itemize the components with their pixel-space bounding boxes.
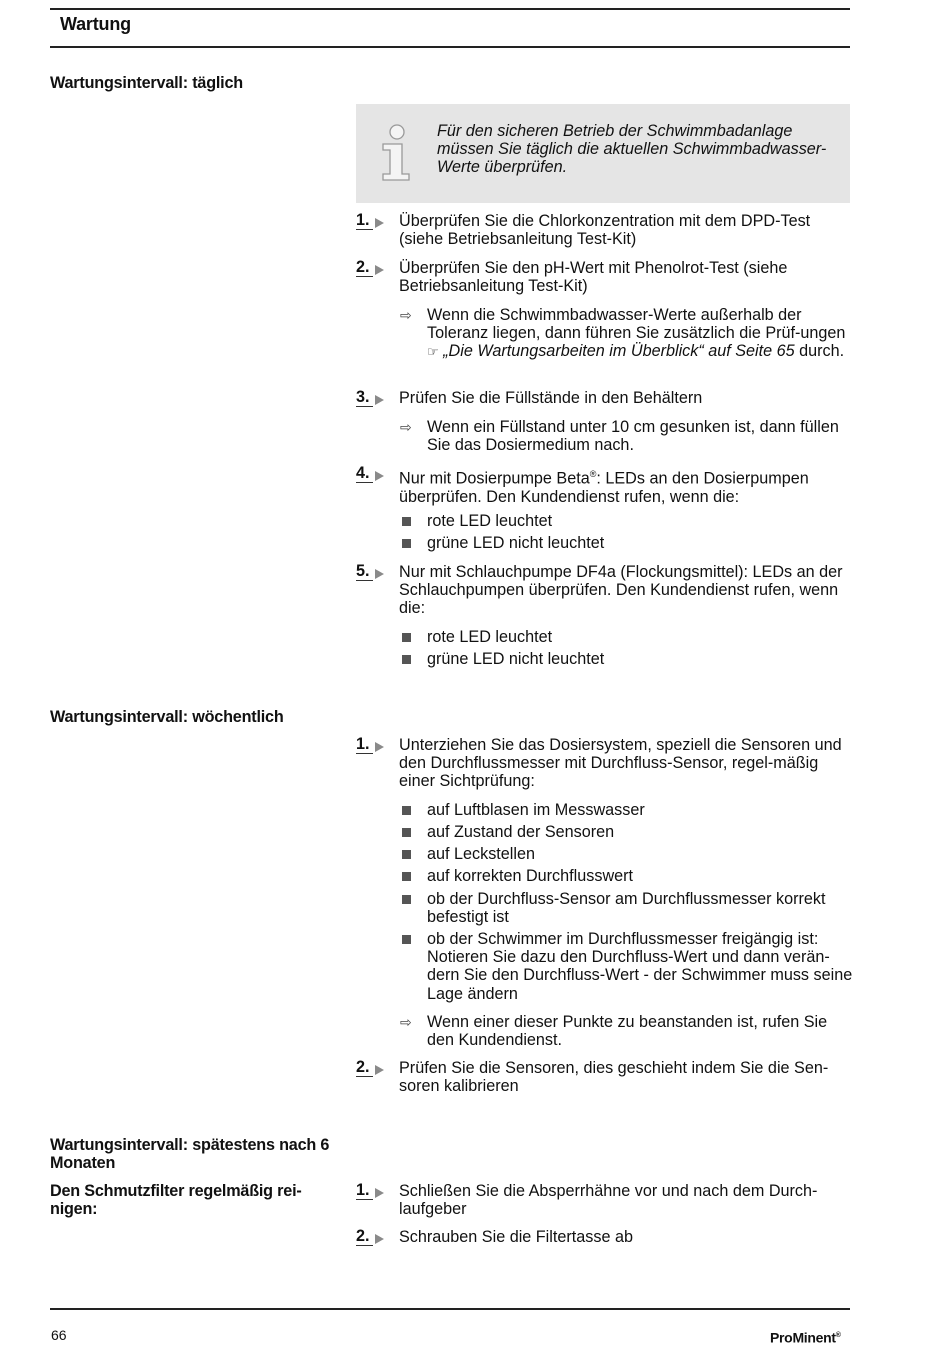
- daily-result-3: [400, 418, 855, 454]
- chapter-title: Wartung: [60, 14, 131, 34]
- info-box: [356, 104, 850, 203]
- step-number: 5.: [356, 563, 373, 581]
- step-text: Schließen Sie die Absperrhähne vor und nach dem Durch-laufgeber: [399, 1182, 818, 1219]
- list-item: [400, 823, 855, 841]
- list-item-text: auf korrekten Durchflusswert: [427, 867, 634, 885]
- step-text: [399, 465, 851, 506]
- result-text: Wenn ein Füllstand unter 10 cm gesunken ist, dann füllen Sie das Dosiermedium nach.: [427, 418, 839, 455]
- list-item: [400, 628, 855, 646]
- weekly-step-2: [356, 1059, 856, 1095]
- weekly-step-1: [356, 736, 856, 791]
- bullet-icon: [402, 539, 411, 548]
- heading-six-months: Wartungsintervall: spätestens nach 6 Monaten: [50, 1136, 330, 1173]
- step-arrow-icon: [375, 265, 384, 275]
- bullet-icon: [402, 655, 411, 664]
- step-number: 1.: [356, 736, 373, 754]
- step-arrow-icon: [375, 395, 384, 405]
- step-arrow-icon: [375, 742, 384, 752]
- step-arrow-icon: [375, 218, 384, 228]
- subheading-filter: Den Schmutzfilter regelmäßig rei-nigen:: [50, 1182, 302, 1219]
- step-number: 1.: [356, 212, 373, 230]
- bullet-icon: [402, 633, 411, 642]
- step-number: 2.: [356, 1059, 373, 1077]
- registered-mark: ®: [589, 469, 597, 479]
- daily-step-1: [356, 212, 856, 248]
- result-text: Wenn einer dieser Punkte zu beanstanden ist, rufen Sie den Kundendienst.: [427, 1013, 828, 1050]
- result-arrow-icon: ⇨: [400, 307, 412, 323]
- list-item: [400, 867, 855, 885]
- heading-daily: Wartungsintervall: täglich: [50, 74, 243, 92]
- step-text: Unterziehen Sie das Dosiersystem, speziell die Sensoren und den Durchflussmesser mit Durchfluss-Sensor, regel-mäßig einer Sichtprüfung:: [399, 736, 842, 791]
- weekly-result: [400, 1013, 855, 1049]
- footer-rule: [50, 1308, 850, 1310]
- list-item-text: grüne LED nicht leuchtet: [427, 534, 605, 552]
- result-arrow-icon: ⇨: [400, 1014, 412, 1030]
- list-item-text: ob der Schwimmer im Durchflussmesser freigängig ist: Notieren Sie dazu den Durchfluss-Wert und dann verän-dern Sie den Durchfluss-Wert - der Schwimmer muss seine Lage ändern: [427, 930, 853, 1003]
- cross-reference-icon: ☞: [427, 344, 439, 360]
- brand-mark: ®: [835, 1332, 841, 1339]
- step-arrow-icon: [375, 471, 384, 481]
- info-icon: [378, 124, 414, 184]
- step-text: Überprüfen Sie die Chlorkonzentration mit dem DPD-Test (siehe Betriebsanleitung Test-Kit): [399, 212, 811, 249]
- bullet-icon: [402, 935, 411, 944]
- list-item-text: auf Leckstellen: [427, 845, 535, 863]
- bullet-icon: [402, 517, 411, 526]
- result-text: [427, 306, 855, 362]
- list-item-text: ob der Durchfluss-Sensor am Durchflussmesser korrekt befestigt ist: [427, 890, 826, 927]
- result-text-after: durch.: [799, 342, 845, 361]
- list-item: [400, 845, 855, 863]
- step-number: 1.: [356, 1182, 373, 1200]
- bullet-icon: [402, 850, 411, 859]
- daily-step-4: [356, 465, 856, 506]
- step-arrow-icon: [375, 1234, 384, 1244]
- list-item: [400, 890, 855, 926]
- bullet-icon: [402, 806, 411, 815]
- bullet-icon: [402, 872, 411, 881]
- result-text-before: Wenn die Schwimmbadwasser-Werte außerhalb der Toleranz liegen, dann führen Sie zusätzlich die Prüf-ungen: [427, 306, 846, 343]
- daily-result-2: [400, 306, 855, 362]
- step-number: 3.: [356, 389, 373, 407]
- step-arrow-icon: [375, 1188, 384, 1198]
- list-item-text: auf Luftblasen im Messwasser: [427, 801, 645, 819]
- list-item: [400, 534, 855, 552]
- bullet-icon: [402, 828, 411, 837]
- six-months-step-2: [356, 1228, 856, 1246]
- step-number: 2.: [356, 1228, 373, 1246]
- step-number: 4.: [356, 465, 373, 483]
- result-arrow-icon: ⇨: [400, 419, 412, 435]
- step-text-before: Nur mit Dosierpumpe Beta: [399, 469, 590, 488]
- bullet-icon: [402, 895, 411, 904]
- list-item: [400, 930, 855, 1003]
- step-arrow-icon: [375, 1065, 384, 1075]
- list-item-text: rote LED leuchtet: [427, 628, 553, 646]
- list-item: [400, 512, 855, 530]
- step-text: Prüfen Sie die Füllstände in den Behältern: [399, 389, 703, 407]
- heading-weekly: Wartungsintervall: wöchentlich: [50, 708, 284, 726]
- step-number: 2.: [356, 259, 373, 277]
- step-text: Schrauben Sie die Filtertasse ab: [399, 1228, 633, 1246]
- list-item-text: rote LED leuchtet: [427, 512, 553, 530]
- step-text: Überprüfen Sie den pH-Wert mit Phenolrot-Test (siehe Betriebsanleitung Test-Kit): [399, 259, 788, 296]
- daily-step-3: [356, 389, 856, 407]
- step-arrow-icon: [375, 569, 384, 579]
- list-item-text: grüne LED nicht leuchtet: [427, 650, 605, 668]
- header-rule: [50, 46, 850, 48]
- step-text: Prüfen Sie die Sensoren, dies geschieht indem Sie die Sen-soren kalibrieren: [399, 1059, 829, 1096]
- list-item: [400, 650, 855, 668]
- brand-logo: [770, 1327, 841, 1347]
- top-rule: [50, 8, 850, 10]
- list-item: [400, 801, 855, 819]
- step-text: Nur mit Schlauchpumpe DF4a (Flockungsmittel): LEDs an der Schlauchpumpen überprüfen. Den Kundendienst rufen, wenn die:: [399, 563, 843, 618]
- six-months-step-1: [356, 1182, 856, 1218]
- brand-name: ProMinent: [770, 1329, 836, 1346]
- list-item-text: auf Zustand der Sensoren: [427, 823, 615, 841]
- page-number: 66: [51, 1327, 67, 1343]
- info-text: Für den sicheren Betrieb der Schwimmbadanlage müssen Sie täglich die aktuellen Schwimmbadwasser-Werte überprüfen.: [437, 122, 827, 177]
- daily-step-2: [356, 259, 856, 295]
- cross-reference-link[interactable]: „Die Wartungsarbeiten im Überblick“ auf Seite 65: [443, 342, 795, 361]
- step-text-after: : LEDs an den Dosierpumpen überprüfen. Den Kundendienst rufen, wenn die:: [399, 469, 809, 506]
- daily-step-5: [356, 563, 856, 618]
